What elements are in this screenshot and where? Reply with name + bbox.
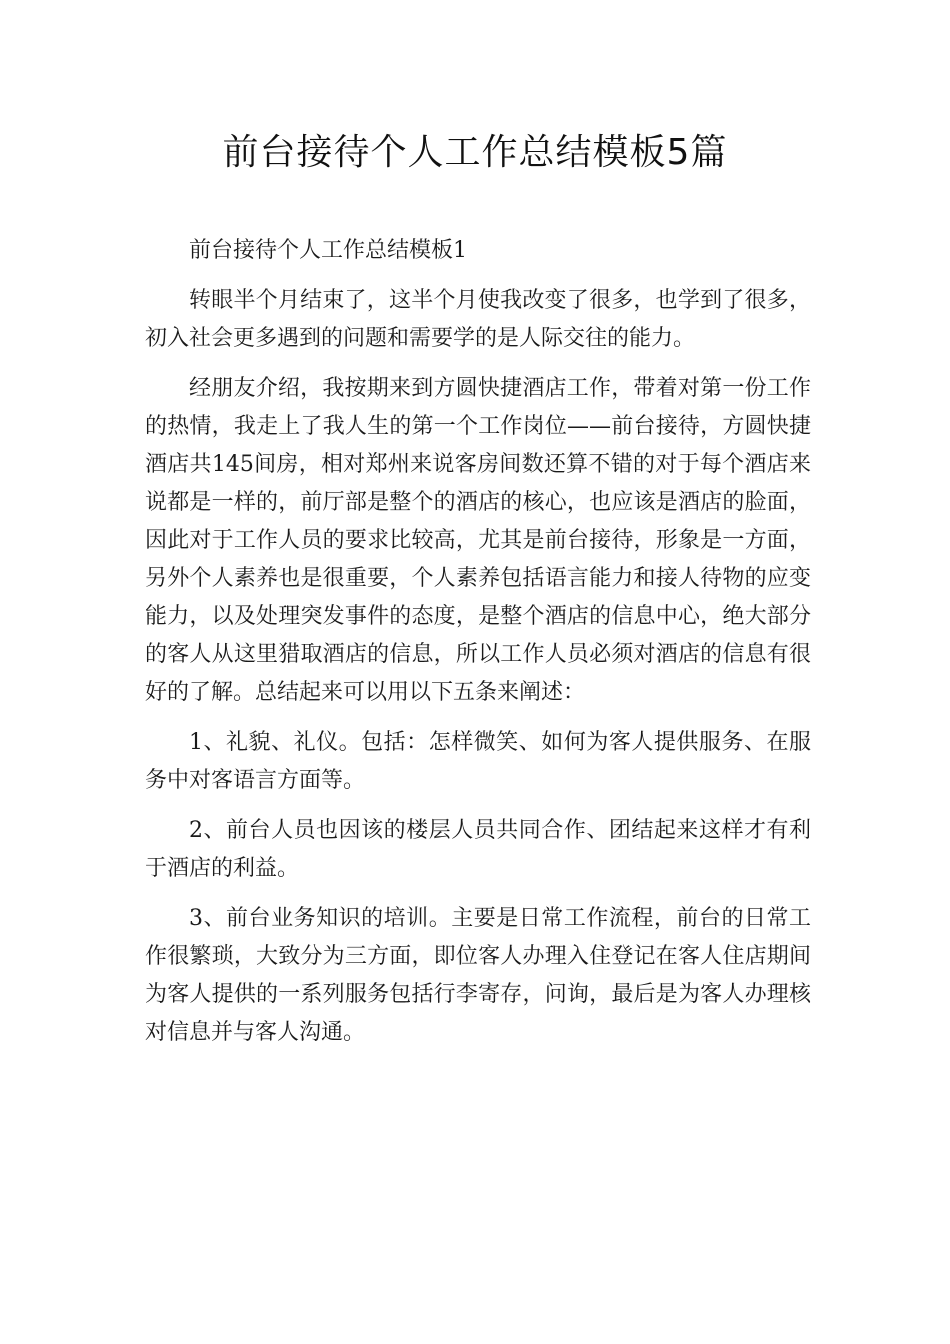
document-title: 前台接待个人工作总结模板5篇 xyxy=(222,132,728,173)
list-item: 3、前台业务知识的培训。主要是日常工作流程，前台的日常工作很繁琐，大致分为三方面，即位客人办理入住登记在客人住店期间为客人提供的一系列服务包括行李寄存，问询，最后是为客人办理核对信息并与客人沟通。 xyxy=(145,906,811,1045)
paragraph: 转眼半个月结束了，这半个月使我改变了很多，也学到了很多，初入社会更多遇到的问题和需要学的是人际交往的能力。 xyxy=(145,288,811,351)
list-item: 2、前台人员也因该的楼层人员共同合作、团结起来这样才有利于酒店的利益。 xyxy=(145,818,811,881)
document-body xyxy=(145,232,811,1064)
paragraph: 经朋友介绍，我按期来到方圆快捷酒店工作，带着对第一份工作的热情，我走上了我人生的第一个工作岗位——前台接待，方圆快捷酒店共145间房，相对郑州来说客房间数还算不错的对于每个酒店来说都是一样的，前厅部是整个的酒店的核心，也应该是酒店的脸面，因此对于工作人员的要求比较高，尤其是前台接待，形象是一方面，另外个人素养也是很重要，个人素养包括语言能力和接人待物的应变能力，以及处理突发事件的态度，是整个酒店的信息中心，绝大部分的客人从这里猎取酒店的信息，所以工作人员必须对酒店的信息有很好的了解。总结起来可以用以下五条来阐述： xyxy=(145,376,811,705)
section-heading: 前台接待个人工作总结模板1 xyxy=(189,238,467,263)
list-item: 1、礼貌、礼仪。包括：怎样微笑、如何为客人提供服务、在服务中对客语言方面等。 xyxy=(145,730,811,793)
